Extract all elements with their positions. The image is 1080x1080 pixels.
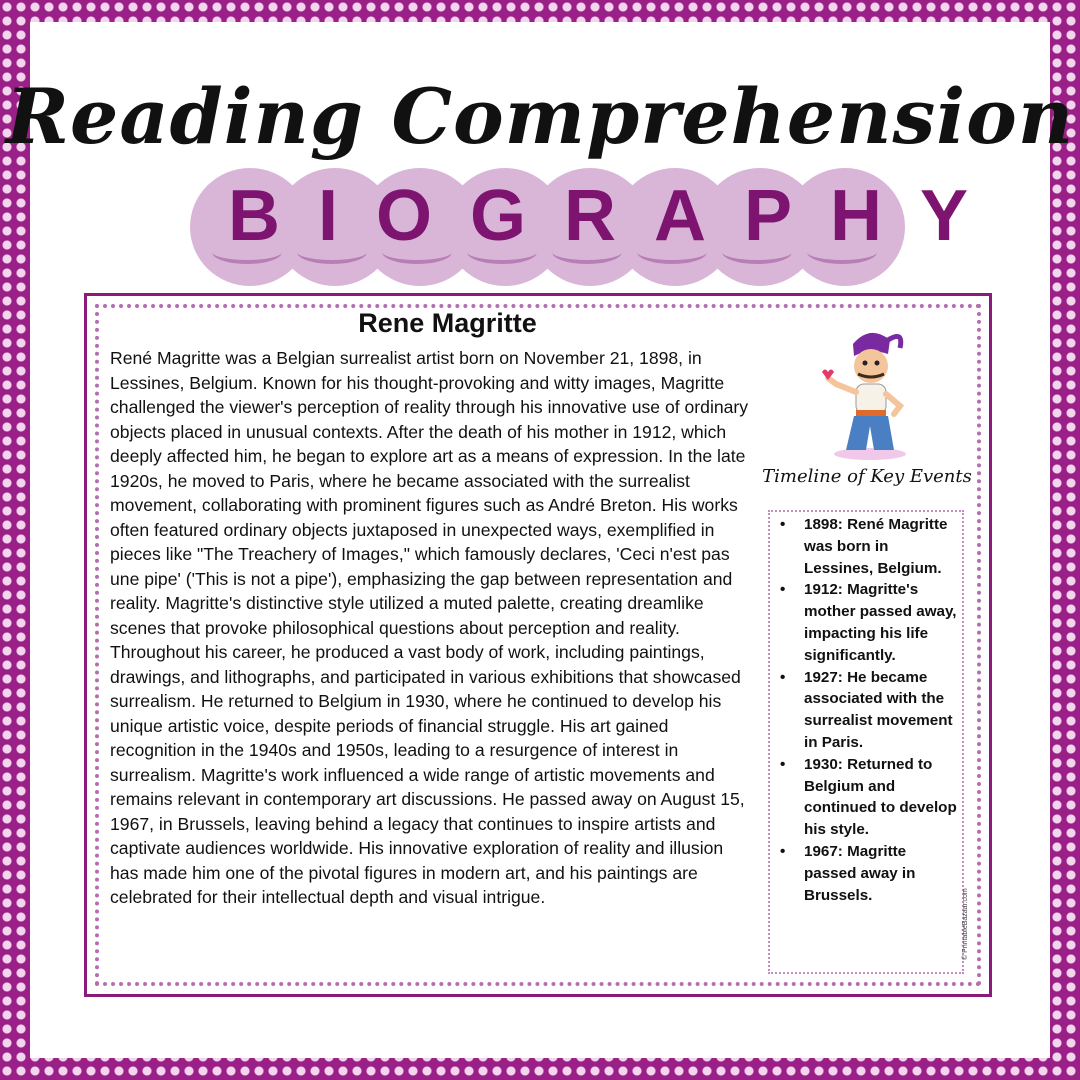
timeline-item: • 1927: He became associated with the surrealist movement in Paris. [778,667,960,754]
mascot-illustration [808,322,928,462]
timeline-item: • 1912: Magritte's mother passed away, impacting his life significantly. [778,579,960,666]
article-heading: Rene Magritte [358,308,537,338]
timeline-item: • 1967: Magritte passed away in Brussels. [778,841,960,906]
article-body: René Magritte was a Belgian surrealist artist born on November 21, 1898, in Lessines, Belgium. Known for his thought-provoking and witty images, Magritte challenged the viewer's perception of reality through his innovative use of ordinary objects placed in unusual contexts. After the death of his mother in 1912, which deeply affected him, he began to explore art as a means of expression. In the late 1920s, he moved to Paris, where he became associated with the surrealist movement, collaborating with prominent figures such as André Breton. His works often featured ordinary objects juxtaposed in unexpected ways, exemplified in pieces like "The Treachery of Images," which famously declares, 'Ceci n'est pas une pipe' ('This is not a pipe'), emphasizing the gap between representation and reality. Magritte's distinctive style utilized a muted palette, creating dreamlike scenes that provoke philosophical questions about perception and reality. Throughout his career, he produced a vast body of work, including paintings, drawings, and lithographs, and participated in various exhibitions that showcased surrealism. He returned to Belgium in 1930, where he continued to develop his unique artistic voice, despite periods of financial struggle. His art gained recognition in the 1940s and 1950s, leading to a resurgence of interest in surrealism. Magritte's work influenced a wide range of artistic movements and remains relevant in contemporary art discussions. He passed away on August 15, 1967, in Brussels, leaving behind a legacy that continues to inspire artists and captivate audiences worldwide. His innovative exploration of reality and illusion has made him one of the pivotal figures in modern art, and his paintings are celebrated for their intellectual depth and visual intrigue. [110,348,749,907]
timeline-item: • 1898: René Magritte was born in Lessines, Belgium. [778,514,960,579]
page-subtitle: BIOGRAPHY [228,176,1007,256]
timeline-item: • 1930: Returned to Belgium and continued to develop his style. [778,754,960,841]
timeline-list [778,514,960,906]
page-title: Reading Comprehension [5,72,1075,161]
copyright-credit: © PrintableBazaar.com [962,888,969,960]
timeline-heading: Timeline of Key Events [762,466,972,487]
